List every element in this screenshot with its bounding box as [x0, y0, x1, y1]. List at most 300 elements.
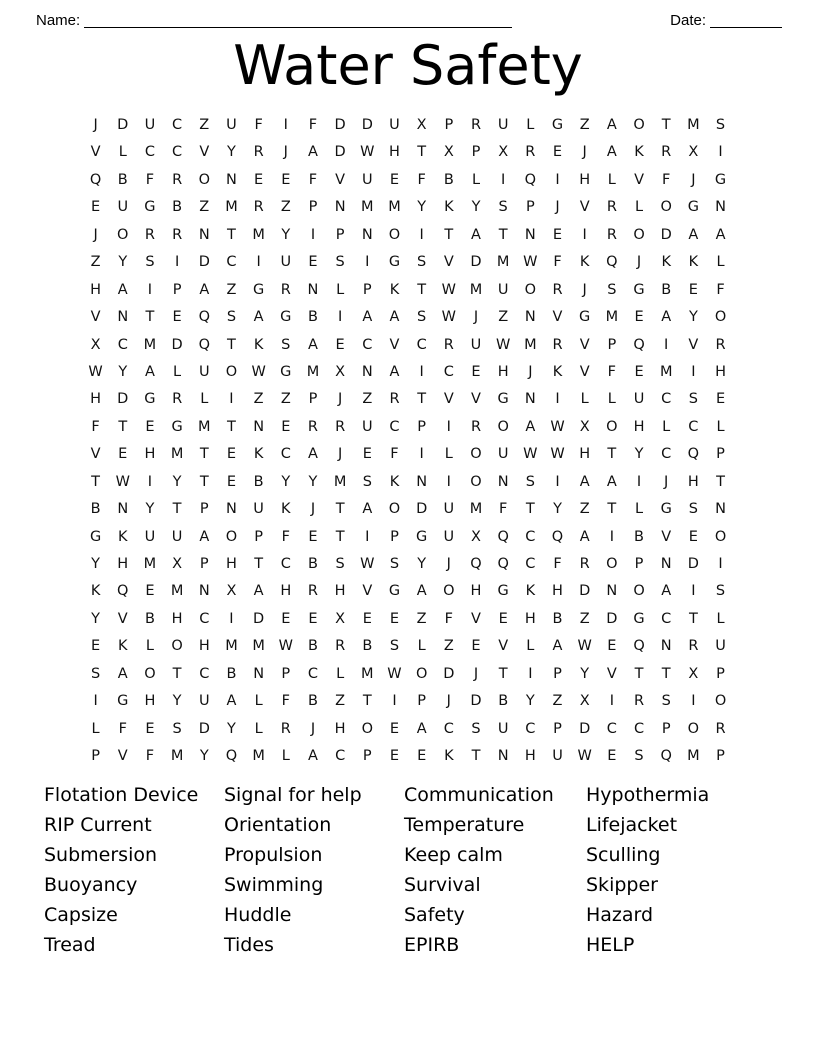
grid-letter[interactable]: I — [528, 665, 533, 682]
grid-letter[interactable]: E — [552, 144, 563, 161]
grid-letter[interactable]: R — [606, 199, 617, 216]
grid-letter[interactable]: E — [498, 610, 508, 627]
grid-letter[interactable]: N — [226, 501, 237, 518]
grid-letter[interactable]: V — [362, 583, 373, 600]
grid-letter[interactable]: U — [389, 117, 400, 133]
grid-letter[interactable]: B — [117, 171, 128, 188]
grid-letter[interactable]: I — [636, 473, 642, 490]
grid-letter[interactable]: W — [441, 281, 456, 298]
grid-letter[interactable]: I — [93, 693, 98, 710]
grid-letter[interactable]: V — [634, 171, 644, 188]
word-list-item[interactable]: Hypothermia — [586, 784, 710, 806]
grid-letter[interactable]: E — [281, 171, 291, 188]
grid-letter[interactable]: T — [417, 144, 427, 161]
grid-letter[interactable]: R — [470, 117, 482, 133]
grid-letter[interactable]: V — [443, 391, 454, 408]
grid-letter[interactable]: E — [634, 363, 644, 380]
grid-letter[interactable]: S — [634, 748, 644, 765]
grid-letter[interactable]: G — [551, 117, 564, 133]
grid-letter[interactable]: G — [144, 391, 156, 408]
grid-letter[interactable]: V — [579, 363, 590, 380]
grid-letter[interactable]: M — [170, 748, 184, 765]
grid-letter[interactable]: E — [145, 720, 155, 737]
grid-letter[interactable]: Q — [687, 446, 700, 463]
grid-letter[interactable]: Q — [89, 171, 102, 188]
word-list-item[interactable]: Signal for help — [224, 784, 362, 806]
grid-letter[interactable]: Q — [198, 309, 210, 326]
grid-letter[interactable]: Z — [253, 391, 264, 408]
grid-letter[interactable]: W — [360, 556, 375, 572]
grid-letter[interactable]: I — [229, 610, 234, 627]
grid-letter[interactable]: U — [443, 501, 455, 518]
grid-letter[interactable]: G — [144, 199, 156, 216]
grid-letter[interactable]: N — [497, 748, 509, 765]
grid-letter[interactable]: Y — [118, 363, 128, 380]
grid-letter[interactable]: F — [662, 171, 671, 188]
grid-letter[interactable]: V — [90, 309, 101, 326]
grid-letter[interactable]: P — [362, 281, 372, 298]
grid-letter[interactable]: T — [498, 226, 508, 243]
grid-letter[interactable]: U — [497, 281, 509, 298]
grid-letter[interactable]: E — [226, 473, 237, 490]
grid-letter[interactable]: E — [254, 171, 264, 188]
grid-letter[interactable]: D — [416, 501, 428, 518]
grid-letter[interactable]: S — [417, 254, 427, 271]
grid-letter[interactable]: D — [334, 117, 346, 133]
grid-letter[interactable]: X — [226, 583, 237, 600]
grid-letter[interactable]: Z — [579, 117, 590, 133]
grid-letter[interactable]: K — [253, 336, 264, 353]
grid-letter[interactable]: F — [254, 117, 263, 133]
grid-letter[interactable]: N — [198, 583, 210, 600]
grid-letter[interactable]: F — [308, 171, 318, 188]
grid-letter[interactable]: P — [362, 748, 372, 765]
grid-letter[interactable]: J — [473, 665, 479, 682]
grid-letter[interactable]: P — [634, 556, 644, 572]
grid-letter[interactable]: H — [389, 144, 400, 161]
grid-letter[interactable]: D — [443, 665, 455, 682]
grid-letter[interactable]: V — [606, 665, 617, 682]
grid-letter[interactable]: E — [308, 254, 318, 271]
grid-letter[interactable]: Y — [145, 501, 155, 518]
grid-letter[interactable]: R — [335, 638, 346, 655]
grid-letter[interactable]: V — [471, 610, 481, 627]
grid-letter[interactable]: H — [524, 748, 536, 765]
grid-letter[interactable]: E — [281, 418, 291, 435]
grid-letter[interactable]: S — [389, 638, 400, 655]
grid-letter[interactable]: W — [360, 144, 375, 161]
grid-letter[interactable]: Q — [117, 583, 129, 600]
grid-letter[interactable]: X — [90, 336, 101, 353]
grid-letter[interactable]: U — [552, 748, 563, 765]
grid-letter[interactable]: A — [661, 309, 672, 326]
word-list-item[interactable]: Flotation Device — [44, 784, 199, 806]
grid-letter[interactable]: J — [664, 473, 669, 490]
grid-letter[interactable]: V — [443, 254, 454, 271]
grid-letter[interactable]: G — [416, 528, 428, 545]
grid-letter[interactable]: U — [198, 363, 210, 380]
grid-letter[interactable]: R — [307, 418, 318, 435]
grid-letter[interactable]: I — [147, 281, 153, 298]
grid-letter[interactable]: U — [144, 528, 156, 545]
grid-letter[interactable]: S — [688, 391, 698, 408]
grid-letter[interactable]: G — [252, 281, 265, 298]
grid-letter[interactable]: H — [497, 363, 509, 380]
grid-letter[interactable]: W — [523, 254, 538, 271]
grid-letter[interactable]: M — [469, 281, 483, 298]
grid-letter[interactable]: N — [198, 226, 210, 243]
grid-letter[interactable]: O — [144, 665, 156, 682]
word-list-item[interactable]: Orientation — [224, 814, 332, 836]
grid-letter[interactable]: Y — [172, 473, 182, 490]
grid-letter[interactable]: H — [470, 583, 482, 600]
grid-letter[interactable]: J — [636, 254, 642, 271]
grid-letter[interactable]: W — [115, 473, 130, 490]
grid-letter[interactable]: Z — [579, 610, 590, 627]
grid-letter[interactable]: S — [715, 583, 726, 600]
grid-letter[interactable]: N — [361, 226, 373, 243]
grid-letter[interactable]: Y — [172, 693, 182, 710]
grid-letter[interactable]: L — [336, 665, 345, 682]
grid-letter[interactable]: Y — [91, 556, 101, 572]
grid-letter[interactable]: D — [253, 610, 265, 627]
grid-letter[interactable]: S — [335, 254, 345, 271]
grid-letter[interactable]: C — [661, 610, 672, 627]
grid-letter[interactable]: X — [335, 363, 346, 380]
grid-letter[interactable]: H — [633, 418, 645, 435]
grid-letter[interactable]: U — [361, 171, 373, 188]
grid-letter[interactable]: P — [199, 556, 209, 572]
grid-letter[interactable]: L — [580, 391, 589, 408]
grid-letter[interactable]: T — [661, 665, 671, 682]
grid-letter[interactable]: D — [198, 720, 210, 737]
grid-letter[interactable]: T — [688, 610, 698, 627]
grid-letter[interactable]: J — [446, 693, 451, 710]
grid-letter[interactable]: U — [253, 501, 264, 518]
grid-letter[interactable]: A — [226, 693, 237, 710]
grid-letter[interactable]: W — [577, 748, 592, 765]
grid-letter[interactable]: G — [714, 171, 727, 188]
grid-letter[interactable]: Y — [281, 473, 291, 490]
grid-letter[interactable]: G — [633, 281, 645, 298]
grid-letter[interactable]: P — [553, 720, 562, 737]
grid-letter[interactable]: C — [661, 446, 672, 463]
grid-letter[interactable]: Y — [553, 501, 562, 518]
grid-letter[interactable]: C — [525, 556, 536, 572]
grid-letter[interactable]: T — [444, 226, 454, 243]
word-list-item[interactable]: Safety — [404, 904, 465, 926]
grid-letter[interactable]: O — [660, 199, 672, 216]
word-list-item[interactable]: Survival — [404, 874, 481, 896]
grid-letter[interactable]: C — [172, 144, 183, 161]
grid-letter[interactable]: L — [634, 199, 644, 216]
grid-letter[interactable]: T — [91, 473, 101, 490]
grid-letter[interactable]: D — [470, 254, 482, 271]
grid-letter[interactable]: C — [661, 391, 672, 408]
grid-letter[interactable]: A — [308, 336, 318, 353]
grid-letter[interactable]: I — [718, 556, 723, 572]
word-list-item[interactable]: Keep calm — [404, 844, 503, 866]
grid-letter[interactable]: T — [335, 528, 345, 545]
grid-letter[interactable]: R — [335, 418, 346, 435]
grid-letter[interactable]: V — [117, 610, 128, 627]
grid-letter[interactable]: N — [117, 309, 129, 326]
grid-letter[interactable]: M — [524, 336, 537, 353]
grid-letter[interactable]: G — [633, 610, 645, 627]
grid-letter[interactable]: L — [200, 391, 209, 408]
grid-letter[interactable]: E — [145, 418, 155, 435]
grid-letter[interactable]: U — [198, 693, 210, 710]
grid-letter[interactable]: R — [470, 418, 482, 435]
grid-letter[interactable]: Q — [497, 528, 509, 545]
grid-letter[interactable]: K — [552, 363, 563, 380]
grid-letter[interactable]: P — [199, 501, 209, 518]
grid-letter[interactable]: A — [308, 748, 318, 765]
grid-letter[interactable]: T — [607, 501, 617, 518]
grid-letter[interactable]: U — [497, 720, 509, 737]
grid-letter[interactable]: Y — [688, 309, 698, 326]
grid-letter[interactable]: E — [389, 748, 400, 765]
grid-letter[interactable]: U — [171, 528, 183, 545]
grid-letter[interactable]: R — [579, 556, 590, 572]
grid-letter[interactable]: L — [634, 501, 644, 518]
grid-letter[interactable]: I — [419, 446, 424, 463]
grid-letter[interactable]: E — [688, 281, 698, 298]
grid-letter[interactable]: N — [497, 473, 509, 490]
grid-letter[interactable]: N — [416, 473, 428, 490]
grid-letter[interactable]: R — [172, 391, 183, 408]
grid-letter[interactable]: Y — [417, 556, 427, 572]
grid-letter[interactable]: S — [688, 501, 698, 518]
word-list-item[interactable]: Propulsion — [224, 844, 323, 866]
grid-letter[interactable]: C — [280, 556, 291, 572]
grid-letter[interactable]: T — [471, 748, 481, 765]
grid-letter[interactable]: C — [362, 336, 373, 353]
word-list-item[interactable]: Buoyancy — [44, 874, 138, 896]
grid-letter[interactable]: N — [715, 501, 726, 518]
grid-letter[interactable]: D — [334, 144, 346, 161]
grid-letter[interactable]: M — [605, 309, 619, 326]
grid-letter[interactable]: T — [417, 391, 427, 408]
grid-letter[interactable]: E — [688, 528, 698, 545]
grid-letter[interactable]: F — [607, 363, 617, 380]
grid-letter[interactable]: F — [118, 720, 127, 737]
grid-letter[interactable]: A — [416, 583, 427, 600]
grid-letter[interactable]: G — [117, 693, 129, 710]
grid-letter[interactable]: D — [660, 226, 672, 243]
grid-letter[interactable]: T — [607, 446, 617, 463]
grid-letter[interactable]: J — [310, 501, 316, 518]
grid-letter[interactable]: C — [199, 665, 210, 682]
grid-letter[interactable]: F — [553, 556, 562, 572]
grid-letter[interactable]: R — [307, 583, 318, 600]
grid-letter[interactable]: V — [117, 748, 128, 765]
grid-letter[interactable]: Q — [225, 748, 238, 765]
grid-letter[interactable]: C — [280, 446, 291, 463]
grid-letter[interactable]: E — [226, 446, 237, 463]
grid-letter[interactable]: L — [607, 391, 616, 408]
grid-letter[interactable]: G — [171, 418, 183, 435]
grid-letter[interactable]: X — [471, 528, 481, 545]
grid-letter[interactable]: W — [523, 446, 538, 463]
grid-letter[interactable]: H — [280, 583, 292, 600]
grid-letter[interactable]: Q — [524, 171, 537, 188]
grid-letter[interactable]: T — [199, 473, 209, 490]
grid-letter[interactable]: I — [446, 418, 451, 435]
grid-letter[interactable]: F — [145, 748, 155, 765]
grid-letter[interactable]: L — [716, 254, 725, 271]
grid-letter[interactable]: N — [660, 556, 672, 572]
grid-letter[interactable]: H — [90, 281, 102, 298]
grid-letter[interactable]: H — [687, 473, 699, 490]
grid-letter[interactable]: Z — [90, 254, 101, 271]
grid-letter[interactable]: P — [471, 144, 481, 161]
grid-letter[interactable]: T — [227, 226, 236, 243]
grid-letter[interactable]: M — [170, 583, 184, 600]
grid-letter[interactable]: N — [715, 199, 726, 216]
grid-letter[interactable]: O — [606, 556, 618, 572]
grid-letter[interactable]: Y — [199, 748, 209, 765]
grid-letter[interactable]: G — [388, 254, 401, 271]
grid-letter[interactable]: E — [417, 748, 427, 765]
grid-letter[interactable]: H — [579, 446, 591, 463]
grid-letter[interactable]: P — [308, 199, 318, 216]
grid-letter[interactable]: B — [307, 638, 318, 655]
grid-letter[interactable]: J — [528, 363, 533, 380]
grid-letter[interactable]: P — [444, 117, 454, 133]
grid-letter[interactable]: S — [335, 556, 345, 572]
grid-letter[interactable]: T — [199, 446, 209, 463]
grid-letter[interactable]: P — [716, 446, 725, 463]
grid-letter[interactable]: I — [365, 254, 370, 271]
grid-letter[interactable]: Y — [91, 610, 101, 627]
grid-letter[interactable]: B — [661, 281, 672, 298]
grid-letter[interactable]: N — [117, 501, 129, 518]
grid-letter[interactable]: E — [308, 610, 318, 627]
grid-letter[interactable]: T — [362, 693, 372, 710]
grid-letter[interactable]: A — [606, 473, 617, 490]
grid-letter[interactable]: R — [144, 226, 155, 243]
grid-letter[interactable]: R — [715, 336, 726, 353]
grid-letter[interactable]: U — [633, 391, 645, 408]
grid-letter[interactable]: L — [281, 748, 290, 765]
grid-letter[interactable]: I — [691, 363, 696, 380]
grid-letter[interactable]: B — [144, 610, 155, 627]
grid-letter[interactable]: J — [473, 309, 479, 326]
grid-letter[interactable]: P — [417, 418, 427, 435]
grid-letter[interactable]: G — [388, 583, 401, 600]
grid-letter[interactable]: M — [659, 363, 673, 380]
grid-letter[interactable]: T — [634, 665, 644, 682]
grid-letter[interactable]: I — [392, 693, 397, 710]
grid-letter[interactable]: Y — [417, 199, 427, 216]
grid-letter[interactable]: C — [307, 665, 319, 682]
grid-letter[interactable]: E — [362, 446, 372, 463]
grid-letter[interactable]: N — [660, 638, 672, 655]
grid-letter[interactable]: G — [497, 583, 509, 600]
grid-letter[interactable]: S — [145, 254, 155, 271]
grid-letter[interactable]: N — [226, 171, 237, 188]
grid-letter[interactable]: A — [144, 363, 155, 380]
grid-letter[interactable]: B — [307, 556, 318, 572]
grid-letter[interactable]: I — [555, 473, 560, 490]
grid-letter[interactable]: E — [145, 583, 155, 600]
grid-letter[interactable]: E — [281, 610, 291, 627]
grid-letter[interactable]: W — [387, 665, 402, 682]
grid-letter[interactable]: E — [308, 528, 318, 545]
grid-letter[interactable]: J — [555, 199, 560, 216]
grid-letter[interactable]: A — [552, 638, 563, 655]
grid-letter[interactable]: G — [687, 199, 699, 216]
grid-letter[interactable]: G — [660, 501, 672, 518]
grid-letter[interactable]: D — [606, 610, 618, 627]
grid-letter[interactable]: H — [334, 720, 346, 737]
grid-letter[interactable]: O — [633, 117, 645, 133]
grid-letter[interactable]: K — [281, 501, 291, 518]
grid-letter[interactable]: O — [633, 583, 645, 600]
grid-letter[interactable]: P — [417, 693, 427, 710]
word-list-item[interactable]: EPIRB — [404, 934, 460, 956]
grid-letter[interactable]: L — [118, 144, 127, 161]
grid-letter[interactable]: M — [143, 336, 157, 353]
grid-letter[interactable]: M — [361, 199, 374, 216]
grid-letter[interactable]: A — [253, 583, 264, 600]
grid-letter[interactable]: L — [173, 363, 182, 380]
grid-letter[interactable]: L — [716, 418, 725, 435]
grid-letter[interactable]: I — [691, 693, 696, 710]
grid-letter[interactable]: N — [524, 226, 536, 243]
grid-letter[interactable]: Q — [606, 254, 618, 271]
grid-letter[interactable]: Z — [280, 391, 291, 408]
grid-letter[interactable]: Q — [633, 336, 645, 353]
grid-letter[interactable]: P — [661, 720, 671, 737]
grid-letter[interactable]: R — [172, 226, 183, 243]
grid-letter[interactable]: S — [90, 665, 101, 682]
grid-letter[interactable]: R — [443, 336, 454, 353]
grid-letter[interactable]: A — [362, 501, 373, 518]
grid-letter[interactable]: X — [688, 144, 699, 161]
grid-letter[interactable]: Z — [362, 391, 373, 408]
grid-letter[interactable]: G — [579, 309, 591, 326]
grid-letter[interactable]: G — [280, 363, 292, 380]
grid-letter[interactable]: V — [471, 391, 481, 408]
grid-letter[interactable]: R — [253, 199, 264, 216]
grid-letter[interactable]: Y — [471, 199, 481, 216]
word-list-item[interactable]: Tread — [44, 934, 96, 956]
grid-letter[interactable]: Y — [525, 693, 535, 710]
grid-letter[interactable]: M — [469, 501, 483, 518]
grid-letter[interactable]: I — [419, 226, 424, 243]
grid-letter[interactable]: Z — [498, 309, 509, 326]
grid-letter[interactable]: Y — [580, 665, 590, 682]
grid-letter[interactable]: Z — [416, 610, 427, 627]
grid-letter[interactable]: C — [335, 748, 346, 765]
grid-letter[interactable]: E — [172, 309, 182, 326]
grid-letter[interactable]: C — [443, 363, 454, 380]
grid-letter[interactable]: U — [226, 117, 237, 133]
grid-letter[interactable]: W — [495, 336, 511, 353]
grid-letter[interactable]: N — [361, 363, 373, 380]
grid-letter[interactable]: U — [280, 254, 292, 271]
grid-letter[interactable]: T — [525, 501, 535, 518]
grid-letter[interactable]: S — [389, 556, 400, 572]
grid-letter[interactable]: X — [688, 665, 699, 682]
grid-letter[interactable]: C — [117, 336, 128, 353]
grid-letter[interactable]: R — [552, 336, 563, 353]
grid-letter[interactable]: M — [333, 473, 347, 490]
grid-letter[interactable]: V — [335, 171, 346, 188]
grid-letter[interactable]: P — [308, 391, 318, 408]
